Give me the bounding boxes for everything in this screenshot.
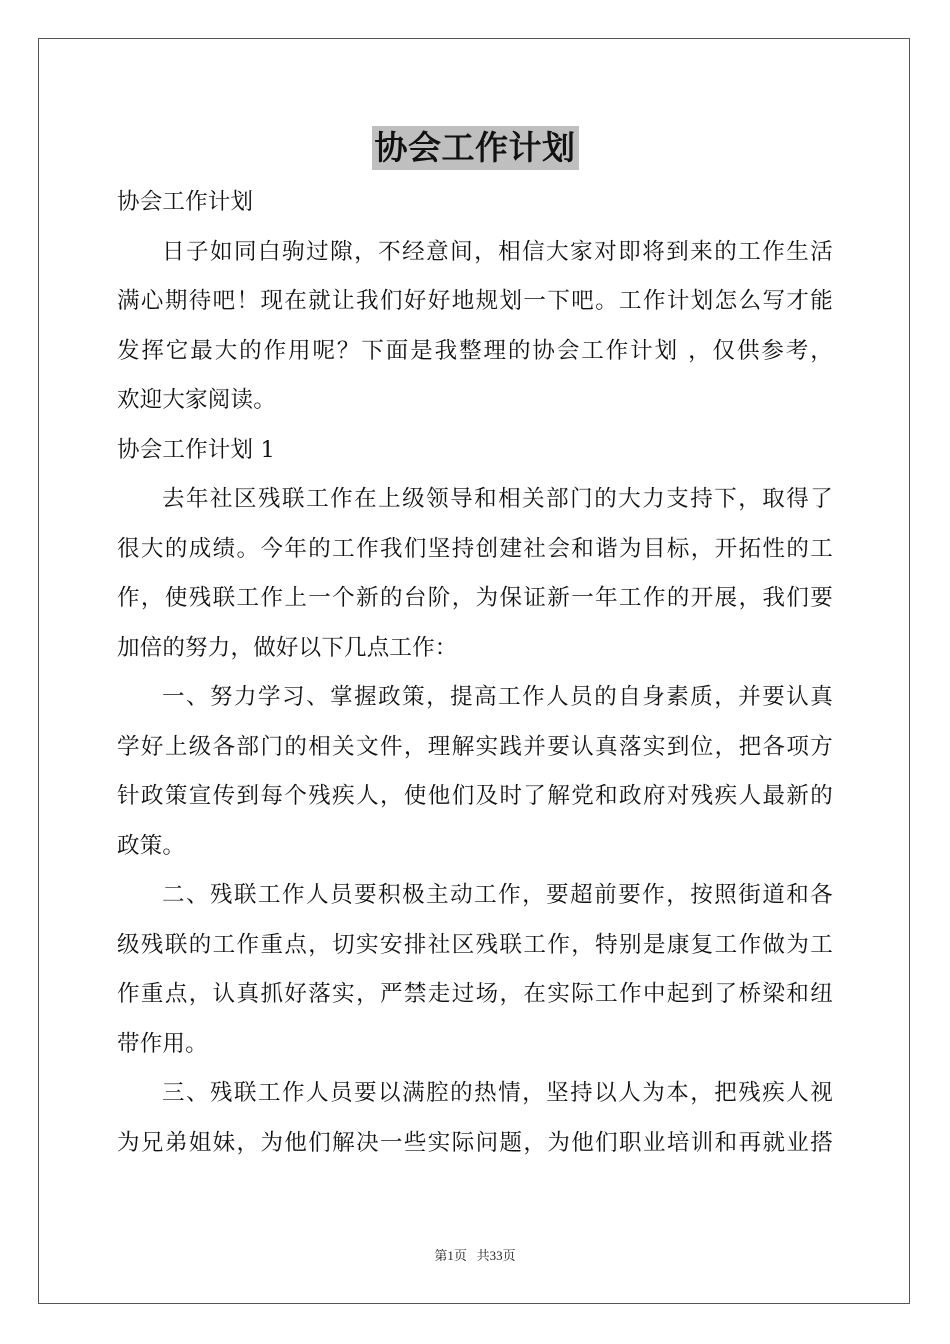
- paragraph-line: 欢迎大家阅读。: [117, 387, 276, 413]
- paragraph-line: 学好上级各部门的相关文件，理解实践并要认真落实到位，把各项方: [117, 733, 833, 760]
- document-title: [0, 126, 950, 170]
- paragraph-line: 很大的成绩。今年的工作我们坚持创建社会和谐为目标，开拓性的工: [117, 535, 833, 562]
- paragraph-line: 政策。: [117, 832, 186, 859]
- paragraph-line: 针政策宣传到每个残疾人，使他们及时了解党和政府对残疾人最新的: [117, 783, 833, 809]
- paragraph-line: 三、残联工作人员要以满腔的热情，坚持以人为本，把残疾人视: [162, 1080, 833, 1106]
- paragraph-line: 加倍的努力，做好以下几点工作：: [117, 634, 458, 661]
- paragraph-line: 作，使残联工作上一个新的台阶，为保证新一年工作的开展，我们要: [117, 585, 833, 611]
- document-body: [117, 178, 833, 1168]
- paragraph-line: 为兄弟姐妹，为他们解决一些实际问题，为他们职业培训和再就业搭: [117, 1129, 833, 1156]
- paragraph-line: 二、残联工作人员要积极主动工作，要超前要作，按照街道和各: [162, 882, 833, 908]
- document-title-text: 协会工作计划: [372, 126, 579, 170]
- paragraph-line: 作重点，认真抓好落实，严禁走过场，在实际工作中起到了桥梁和纽: [117, 981, 833, 1007]
- paragraph-line: 发挥它最大的作用呢？下面是我整理的协会工作计划 ，仅供参考，: [117, 337, 833, 364]
- paragraph-line: 日子如同白驹过隙，不经意间，相信大家对即将到来的工作生活: [162, 238, 833, 265]
- paragraph-line: 一、努力学习、掌握政策，提高工作人员的自身素质，并要认真: [162, 684, 833, 710]
- section-heading: 协会工作计划: [117, 189, 254, 215]
- page-footer: 第1页 共33页: [434, 1248, 516, 1263]
- paragraph-line: 去年社区残联工作在上级领导和相关部门的大力支持下，取得了: [162, 486, 833, 512]
- paragraph-line: 满心期待吧！现在就让我们好好地规划一下吧。工作计划怎么写才能: [117, 288, 833, 314]
- section-heading: 协会工作计划 1: [117, 436, 276, 463]
- paragraph-line: 带作用。: [117, 1030, 208, 1057]
- paragraph-line: 级残联的工作重点，切实安排社区残联工作，特别是康复工作做为工: [117, 931, 833, 958]
